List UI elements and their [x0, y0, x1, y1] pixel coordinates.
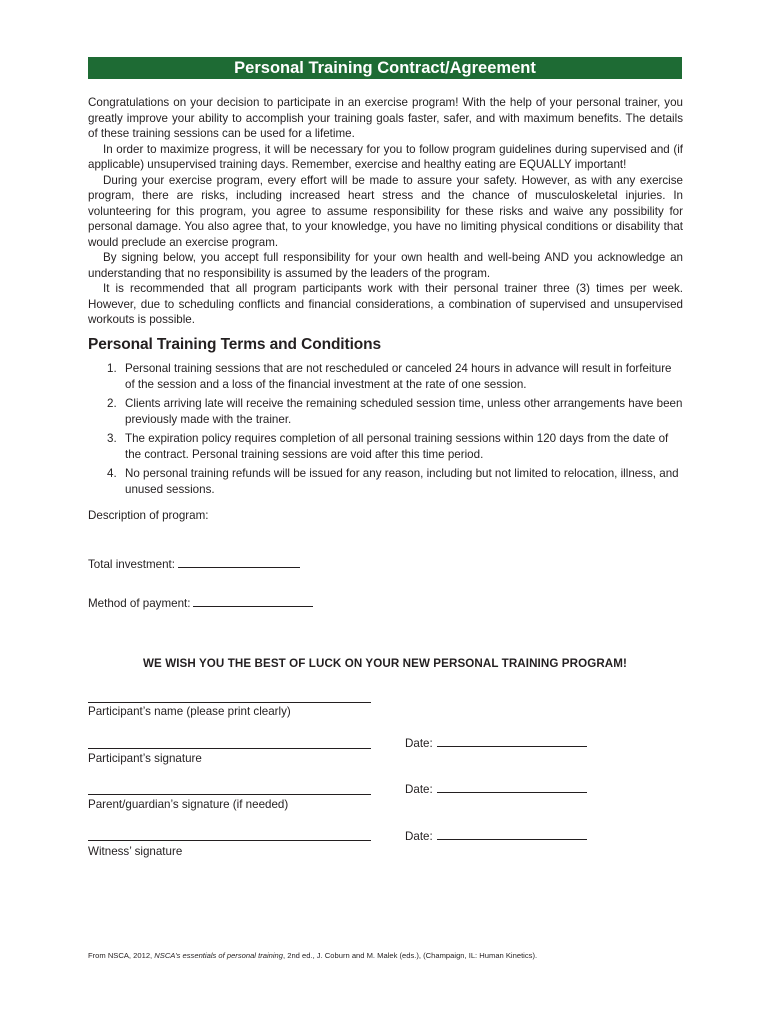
- description-label: Description of program:: [88, 509, 209, 522]
- participant-name-line[interactable]: [88, 702, 371, 703]
- date-blank-line[interactable]: [437, 735, 587, 747]
- wish-message: WE WISH YOU THE BEST OF LUCK ON YOUR NEW PERSONAL TRAINING PROGRAM!: [143, 657, 627, 670]
- citation-prefix: From NSCA, 2012,: [88, 951, 155, 960]
- witness-signature-line[interactable]: [88, 840, 371, 841]
- intro-paragraph: In order to maximize progress, it will be necessary for you to follow program guidelines during supervised and (if applicable) unsupervised training days. Remember, exercise and healthy eating are EQUALLY important!: [88, 142, 683, 171]
- investment-blank-line[interactable]: [178, 556, 300, 568]
- witness-date-field[interactable]: [405, 828, 587, 845]
- term-text: Personal training sessions that are not rescheduled or canceled 24 hours in advance will result in forfeiture of the session and a loss of the financial investment at the rate of one session.: [125, 362, 672, 391]
- witness-signature-label: Witness’ signature: [88, 845, 183, 858]
- investment-field[interactable]: [88, 556, 300, 573]
- payment-blank-line[interactable]: [193, 595, 313, 607]
- guardian-signature-label: Parent/guardian’s signature (if needed): [88, 798, 289, 811]
- term-number: 3.: [107, 432, 117, 445]
- page-title: Personal Training Contract/Agreement: [88, 57, 682, 79]
- participant-name-label: Participant’s name (please print clearly): [88, 705, 291, 718]
- terms-list: [88, 361, 683, 501]
- list-item: [88, 466, 683, 497]
- term-text: Clients arriving late will receive the remaining scheduled session time, unless other arrangements have been previously made with the trainer.: [125, 397, 683, 426]
- citation-suffix: , 2nd ed., J. Coburn and M. Malek (eds.), (Champaign, IL: Human Kinetics).: [283, 951, 538, 960]
- terms-heading: Personal Training Terms and Conditions: [88, 336, 382, 353]
- date-label: Date:: [405, 830, 433, 843]
- guardian-signature-line[interactable]: [88, 794, 371, 795]
- date-label: Date:: [405, 737, 433, 750]
- payment-label: Method of payment:: [88, 597, 191, 610]
- intro-paragraph: During your exercise program, every effort will be made to assure your safety. However, as with any exercise program, there are risks, including increased heart stress and the chance of musculoskeletal injuries. In volunteering for this program, you agree to assume responsibility for these risks and waive any possibility for personal damage. You also agree that, to your knowledge, you have no limiting physical conditions or disability that would preclude an exercise program.: [88, 173, 683, 249]
- date-label: Date:: [405, 783, 433, 796]
- list-item: [88, 396, 683, 427]
- term-text: No personal training refunds will be issued for any reason, including but not limited to relocation, illness, and unused sessions.: [125, 467, 679, 496]
- participant-signature-line[interactable]: [88, 748, 371, 749]
- term-number: 4.: [107, 467, 117, 480]
- participant-signature-label: Participant’s signature: [88, 752, 202, 765]
- investment-label: Total investment:: [88, 558, 175, 571]
- intro-text: [88, 95, 683, 328]
- citation-book-title: NSCA’s essentials of personal training: [154, 951, 284, 960]
- intro-paragraph: It is recommended that all program participants work with their personal trainer three (3) times per week. However, due to scheduling conflicts and financial considerations, a combination of supervised and unsupervised workouts is possible.: [88, 282, 683, 326]
- source-citation: [88, 951, 537, 961]
- term-text: The expiration policy requires completion of all personal training sessions within 120 days from the date of the contract. Personal training sessions are void after this time period.: [125, 432, 669, 461]
- term-number: 1.: [107, 362, 117, 375]
- list-item: [88, 431, 683, 462]
- participant-date-field[interactable]: [405, 735, 587, 752]
- term-number: 2.: [107, 397, 117, 410]
- description-field[interactable]: [88, 508, 209, 524]
- date-blank-line[interactable]: [437, 781, 587, 793]
- list-item: [88, 361, 683, 392]
- payment-field[interactable]: [88, 595, 313, 612]
- date-blank-line[interactable]: [437, 828, 587, 840]
- intro-paragraph: By signing below, you accept full responsibility for your own health and well-being AND you acknowledge an understanding that no responsibility is assumed by the leaders of the program.: [88, 251, 683, 280]
- guardian-date-field[interactable]: [405, 781, 587, 798]
- intro-paragraph: Congratulations on your decision to participate in an exercise program! With the help of your personal trainer, you greatly improve your ability to accomplish your training goals faster, safer, and with maximum benefits. The details of these training sessions can be used for a lifetime.: [88, 96, 683, 140]
